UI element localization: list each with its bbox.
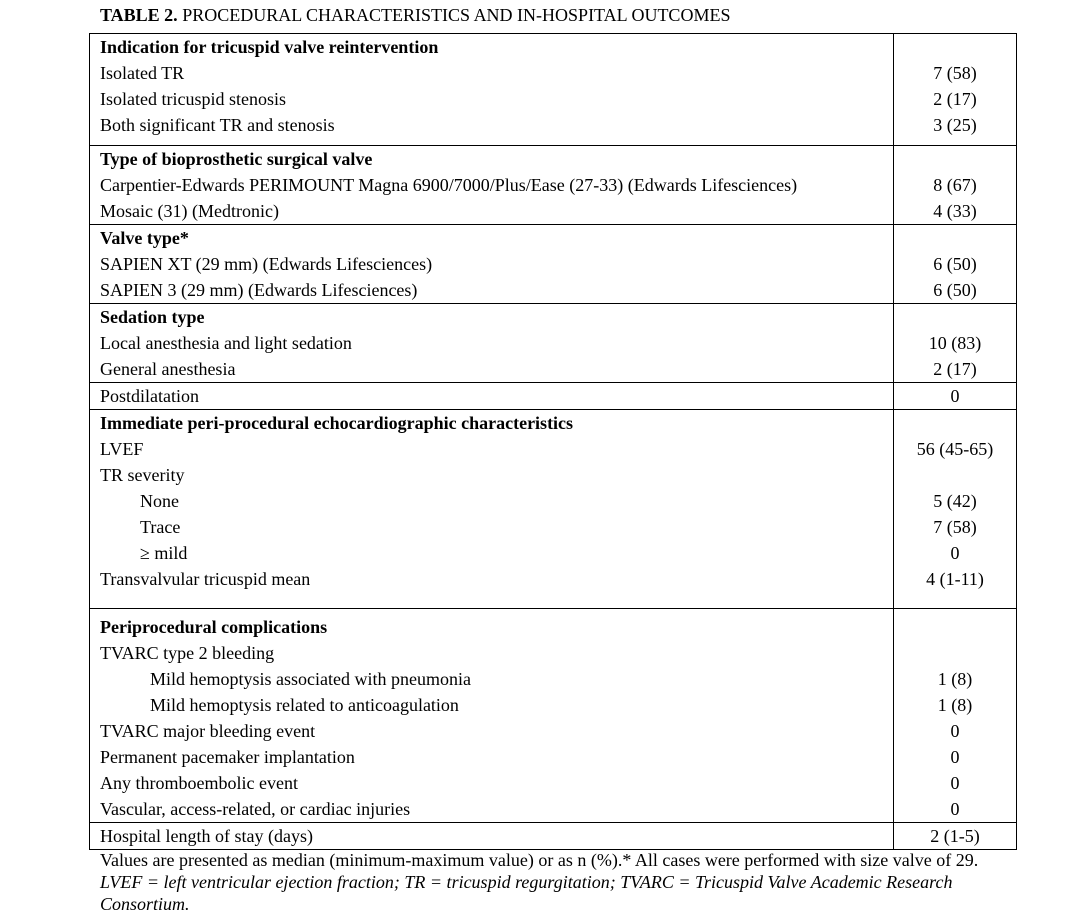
section-header: Valve type* [100, 228, 189, 248]
table-title [100, 4, 730, 26]
row-value: 3 (25) [933, 115, 977, 135]
row-value: 4 (33) [933, 201, 977, 221]
row-label: Permanent pacemaker implantation [100, 747, 355, 767]
outcomes-table [89, 33, 1017, 850]
row-label: SAPIEN 3 (29 mm) (Edwards Lifesciences) [100, 280, 418, 300]
row-value: 0 [950, 721, 960, 741]
row-label: Vascular, access-related, or cardiac injuries [100, 799, 411, 819]
table-title-label: TABLE 2. [100, 5, 178, 25]
row-value: 0 [950, 799, 960, 819]
section-bioprosthetic [90, 146, 1017, 225]
row-label: Isolated TR [100, 63, 185, 83]
row-label: Any thromboembolic event [100, 773, 298, 793]
row-label: Mild hemoptysis associated with pneumonia [150, 669, 471, 689]
row-value: 6 (50) [933, 280, 977, 300]
row-value: 0 [950, 543, 960, 563]
section-postdilatation [90, 383, 1017, 410]
row-label: None [140, 491, 179, 511]
row-label: TR severity [100, 465, 185, 485]
row-value: 10 (83) [928, 333, 982, 353]
row-label: TVARC type 2 bleeding [100, 643, 275, 663]
row-label: Trace [140, 517, 181, 537]
row-value: 2 (17) [933, 359, 977, 379]
row-label: Local anesthesia and light sedation [100, 333, 352, 353]
row-label: Postdilatation [100, 386, 199, 406]
section-indication [90, 34, 1017, 146]
section-complications [90, 609, 1017, 823]
section-header: Periprocedural complications [100, 617, 328, 637]
row-value: 2 (17) [933, 89, 977, 109]
row-label: Both significant TR and stenosis [100, 115, 335, 135]
section-sedation [90, 304, 1017, 383]
row-value: 0 [950, 773, 960, 793]
row-label: Hospital length of stay (days) [100, 826, 313, 846]
footnote-abbreviations: LVEF = left ventricular ejection fraction; TR = tricuspid regurgitation; TVARC = Tricuspid Valve Academic Research Consortium. [100, 872, 953, 914]
row-label: General anesthesia [100, 359, 236, 379]
row-label: Mosaic (31) (Medtronic) [100, 201, 279, 221]
row-label: TVARC major bleeding event [100, 721, 316, 741]
section-echo [90, 410, 1017, 609]
row-label: ≥ mild [140, 543, 188, 563]
row-label: Transvalvular tricuspid mean [100, 569, 311, 589]
row-value: 7 (58) [933, 517, 977, 537]
table-title-text: PROCEDURAL CHARACTERISTICS AND IN-HOSPITAL OUTCOMES [182, 5, 731, 25]
table-footnote [100, 849, 1015, 915]
row-value: 5 (42) [933, 491, 977, 511]
section-header: Type of bioprosthetic surgical valve [100, 149, 373, 169]
row-label: Carpentier-Edwards PERIMOUNT Magna 6900/7000/Plus/Ease (27-33) (Edwards Lifesciences) [100, 175, 798, 195]
section-header: Indication for tricuspid valve reintervention [100, 37, 439, 57]
section-valve-type [90, 225, 1017, 304]
row-value: 56 (45-65) [916, 439, 994, 459]
row-value: 2 (1-5) [930, 826, 980, 846]
row-value: 6 (50) [933, 254, 977, 274]
section-header: Sedation type [100, 307, 205, 327]
section-hospital-stay [90, 823, 1017, 850]
row-value: 0 [950, 747, 960, 767]
row-value: 8 (67) [933, 175, 977, 195]
footnote-plain: Values are presented as median (minimum-maximum value) or as n (%).* All cases were performed with size valve of 29. [100, 850, 979, 870]
row-value: 0 [950, 386, 960, 406]
row-value: 1 (8) [937, 695, 973, 715]
row-label: LVEF [100, 439, 144, 459]
section-header: Immediate peri-procedural echocardiographic characteristics [100, 413, 574, 433]
row-value: 4 (1-11) [926, 569, 984, 589]
row-label: Mild hemoptysis related to anticoagulation [150, 695, 459, 715]
row-label: SAPIEN XT (29 mm) (Edwards Lifesciences) [100, 254, 433, 274]
row-value: 1 (8) [937, 669, 973, 689]
row-label: Isolated tricuspid stenosis [100, 89, 286, 109]
row-value: 7 (58) [933, 63, 977, 83]
